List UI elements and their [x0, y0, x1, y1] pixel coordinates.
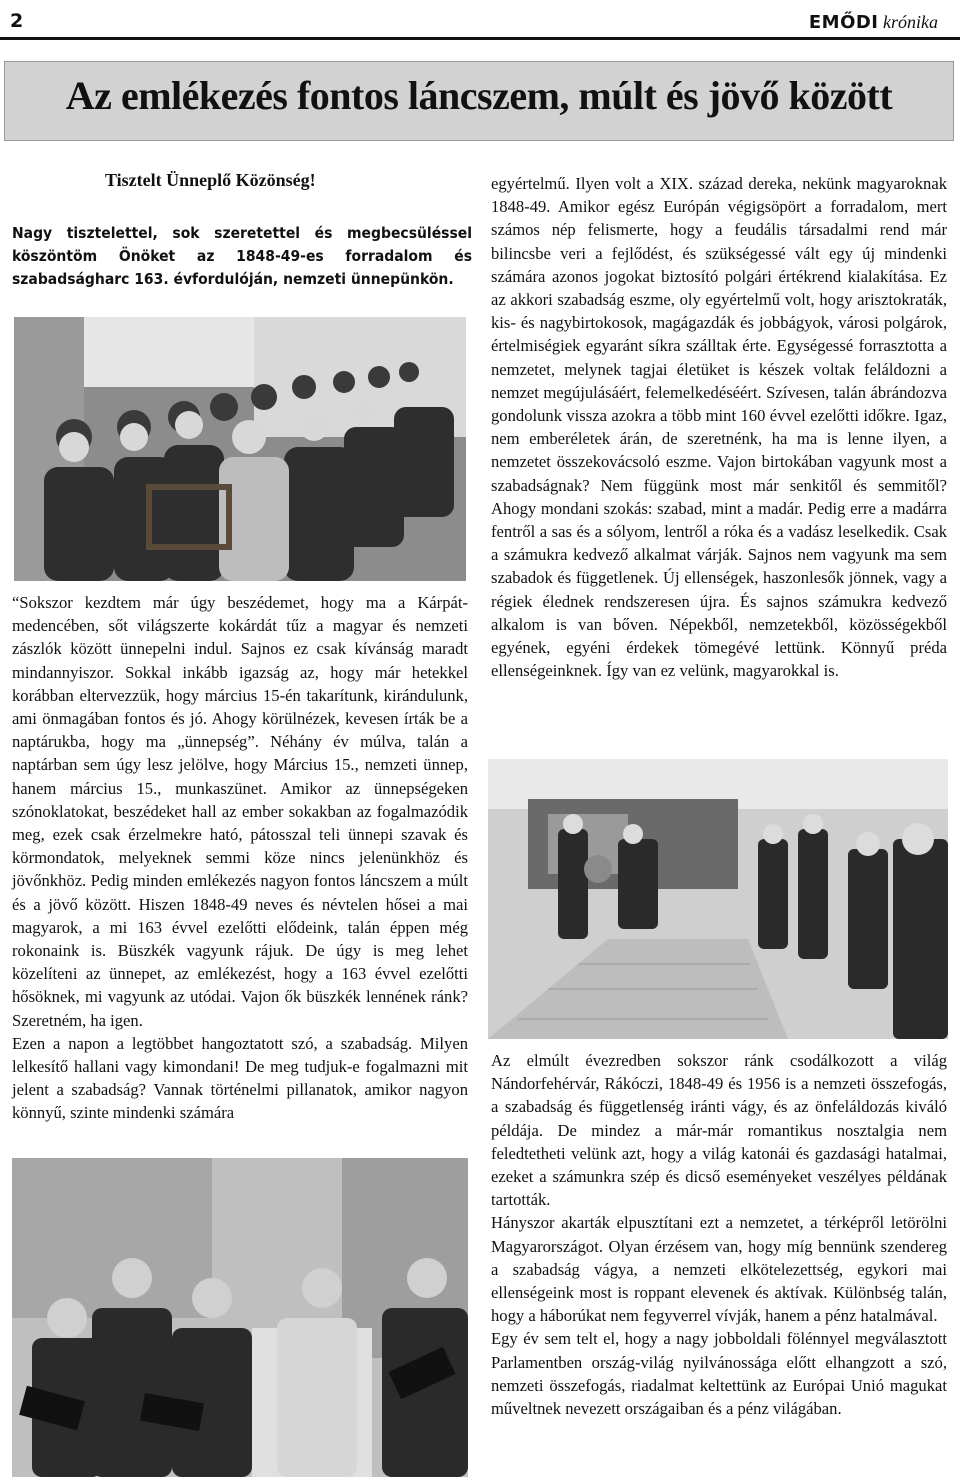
greeting: Tisztelt Ünneplő Közönség!	[105, 170, 316, 190]
page-number: 2	[10, 10, 24, 32]
title-box	[4, 61, 954, 141]
publication-name	[809, 12, 938, 33]
page-header	[0, 0, 960, 38]
right-column-text	[491, 172, 947, 682]
choir-photo	[12, 1158, 468, 1477]
right-paragraph: egyértelmű. Ilyen volt a XIX. század dereka, nekünk magyaroknak 1848-49. Amikor egész Európán végigsöpört a forradalom, mert számos nép felismerte, hogy a feudális társadalmi rend már bilincsbe veri a fejlődést, és szükségessé vált egy új mindenki számára azonos jogokat biztosító polgári értékrend kialakítása. Ez az akkori szabadság eszme, oly egyértelmű volt, hogy arisztokraták, kis- és nagybirtokosok, magágazdák és jobbágyok, városi polgárok, értelmiségiek egyaránt síkra szálltak érte. Egységessé forrasztotta a nemzetet, melynek tagjai életüket is készek voltak feláldozni a nemzet megújulásáért, felemelkedéséért. Szívesen, talán ábrándozva gondolunk vissza azokra a több mint 160 évvel ezelőtti időkre. Igaz, nem emberéletek árán, de szeretnénk, ha ma is lenne ilyen, a nemzetet összekovácsoló eszme. Vajon birtokában vagyunk most a szabadságnak? Nem függünk most már senkitől és semmitől? Ahogy mondani szokás: szabad, mint a madár. Pedig erre a madárra fentről a sas és a sólyom, lentről a róka és a vadász leselkedik. Csak a számukra kedvező alkalmat várják. Sajnos nem vagyunk ma sem szabadok és függetlenek. Új ellenségek, haszonlesők jönnek, vagy a régiek élednek rendszeresen újra. És sajnos számukra kedvező alkalom is van bőven. Népekből, nemzetekből, közösségekből egyének, egyéni érdekek tömegévé lettünk. Könnyű préda ellenségeinknek. Így van ez velünk, magyarokkal is.	[491, 174, 947, 681]
right-paragraph-2: Az elmúlt évezredben sokszor ránk csodálkozott a világ Nándorfehérvár, Rákóczi, 1848-49 és 1956 is a nemzeti összefogás, a szabadság és függetlenség iránti vágy, és az önfeláldozás kiváló példája. De mindez a már-már romantikus nosztalgia nem feledtetheti velünk azt, hogy a világ katonái és gazdasági hatalmai, ezeket a számunkra szép és dicső eseményeket veszélyes példának tartották.	[491, 1051, 947, 1210]
right-paragraph-3: Hányszor akarták elpusztítani ezt a nemzetet, a térképről letörölni Magyarországot. Olyan érzésem van, hogy míg bennünk szendereg a szabadság vágya, a nemzeti elkötelezettség, egykori mai ellenségeink most is roppant elevenek és aktívak. Különbség talán, hogy a háborúkat nem fegyverrel vívják, hanem a pénz hatalmával.	[491, 1213, 947, 1326]
article-title: Az emlékezés fontos láncszem, múlt és jövő között	[65, 73, 893, 118]
intro-paragraph: Nagy tisztelettel, sok szeretettel és megbecsüléssel köszöntöm Önöket az 1848-49-es forradalom és szabadságharc 163. évfordulóján, nemzeti ünnepünkön.	[12, 224, 472, 288]
right-paragraph-4: Egy év sem telt el, hogy a nagy jobboldali fölénnyel megválasztott Parlamentben ország-világ nyilvánossága előtt elhangzott a szó, nemzeti összefogás, riadalmat keltettünk az Európai Unió magukat műveltnek nevezett országaiban és a pénz világában.	[491, 1329, 947, 1419]
header-rule	[0, 37, 960, 40]
left-paragraph: “Sokszor kezdtem már úgy beszédemet, hogy ma a Kárpát-medencében, sőt világszerte kokárdát tűz a magyar és nemzeti zászlók között ünnepelni indul. Sajnos ez csak kívánság maradt mindannyiszor. Sokkal inkább igazság az, hogy már hetekkel korábban eltervezzük, hogy március 15-én takarítunk, kirándulunk, ami önmagában fontos és jó. Ahogy körülnézek, kevesen írták be a naptárukba, hogy ma „ünnepség”. Néhány év múlva, talán a naptárban sem úgy lesz jelölve, hogy Március 15., nemzeti ünnep, hanem március 15., munkaszünet. Amikor az ünnepségeken szónoklatokat, beszédeket hall az ember sokakban az fogalmazódik meg, ezek csak érzelmekre ható, pátosszal teli ünnepi szavak és körmondatok, melyeknek semmi köze nincs jelenünkhöz és jövőnkhöz. Pedig minden emlékezés nagyon fontos láncszem a múlt és a jövő között. Hiszen 1848-49 neves és névtelen hősei a mai magyarok, a mi 163 évvel ezelőtti elődeink, talán éppen még rokonaink is. Büszkék vagyunk rájuk. De úgy is meg lehet közelíteni az ünnepet, az emlékezést, hogy a 163 évvel ezelőtti hősöknek, mi vagyunk az utódai. Vajon ők büszkék lennének ránk? Szeretném, ha igen.	[12, 593, 468, 1030]
left-paragraph-2: Ezen a napon a legtöbbet hangoztatott szó, a szabadság. Milyen lelkesítő hallani vagy kimondani! De meg tudjuk-e fogalmazni mit jelent a szabadság? Vannak történelmi pillanatok, amikor nagyon könnyű, szinte mindenki számára	[12, 1033, 468, 1123]
right-column-text-lower	[491, 1049, 947, 1420]
publication-name-bold: EMŐDI	[808, 12, 879, 33]
publication-name-italic: krónika	[883, 12, 938, 32]
audience-photo	[14, 317, 466, 581]
left-column-text	[12, 591, 468, 1125]
ceremony-photo	[488, 759, 948, 1039]
